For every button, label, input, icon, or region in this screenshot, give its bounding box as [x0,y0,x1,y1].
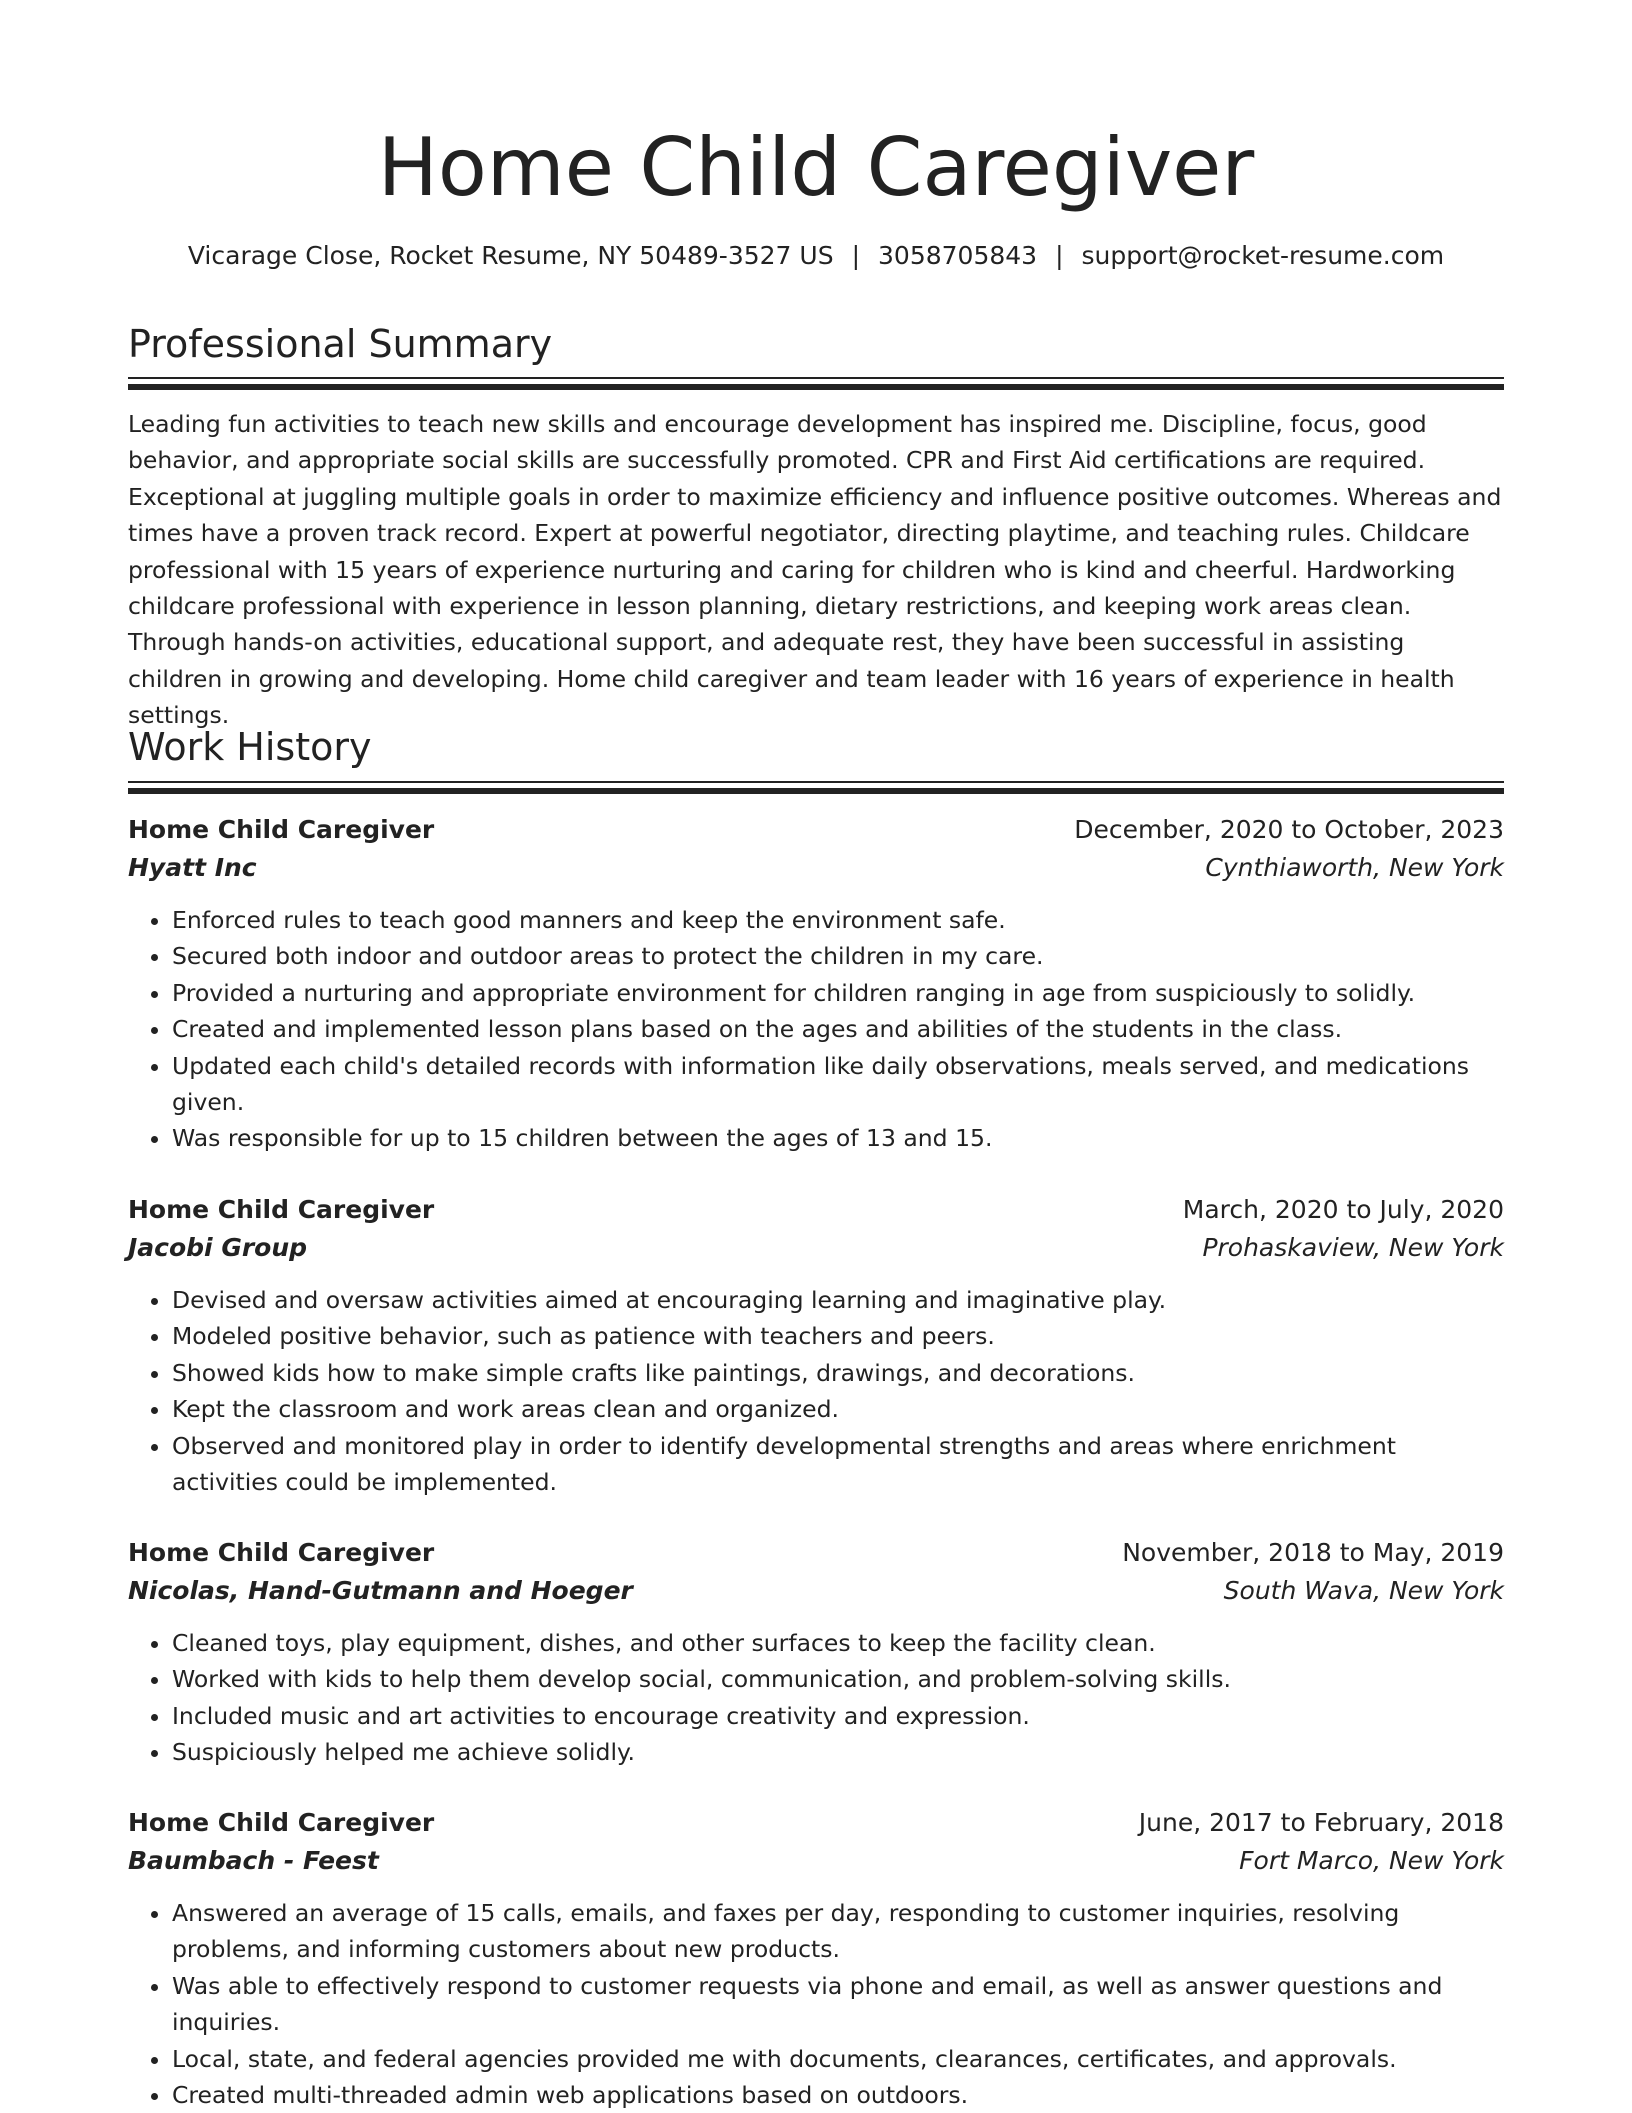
job-bullet: • Was responsible for up to 15 children between the ages of 13 and 15. [172,1120,1504,1156]
job-location: Prohaskaview, New York [1202,1233,1504,1262]
summary-text: Leading fun activities to teach new skills and encourage development has inspired me. Discipline, focus, good behavior, and appropriate social skills are successfully promoted. CPR and First Aid certifications are required. Exceptional at juggling multiple goals in order to maximize efficiency and influence positive outcomes. Whereas and times have a proven track record. Expert at powerful negotiator, directing playtime, and teaching rules. Childcare professional with 15 years of experience nurturing and caring for children who is kind and cheerful. Hardworking childcare professional with experience in lesson planning, dietary restrictions, and keeping work areas clean. Through hands-on activities, educational support, and adequate rest, they have been successful in assisting children in growing and developing. Home child caregiver and team leader with 16 years of experience in health settings. [128,410,1502,730]
summary-divider [128,377,1504,388]
job-company: Jacobi Group [128,1233,308,1262]
work-history-divider [128,781,1504,792]
job-title: Home Child Caregiver [128,1195,435,1224]
job-bullets [128,1895,1504,2113]
job-bullet: • Showed kids how to make simple crafts like paintings, drawings, and decorations. [172,1355,1504,1391]
job-dates: December, 2020 to October, 2023 [1074,815,1504,844]
job-location: South Wava, New York [1223,1576,1504,1605]
job-bullet: • Updated each child's detailed records with information like daily observations, meals served, and medications given. [172,1048,1504,1121]
job-bullet: • Cleaned toys, play equipment, dishes, and other surfaces to keep the facility clean. [172,1625,1504,1661]
job-bullet: • Secured both indoor and outdoor areas to protect the children in my care. [172,938,1504,974]
contact-address: Vicarage Close, Rocket Resume, NY 50489-3527 US [187,241,834,270]
job-bullet: • Was able to effectively respond to customer requests via phone and email, as well as answer questions and inquiries. [172,1968,1504,2041]
job-bullet: • Modeled positive behavior, such as patience with teachers and peers. [172,1318,1504,1354]
job-bullet: • Local, state, and federal agencies provided me with documents, clearances, certificates, and approvals. [172,2041,1504,2077]
summary-heading: Professional Summary [128,322,553,366]
job-bullet: • Suspiciously helped me achieve solidly. [172,1734,1504,1770]
job-bullet: • Included music and art activities to encourage creativity and expression. [172,1698,1504,1734]
job-entry [128,1535,1504,1771]
job-bullet: • Worked with kids to help them develop social, communication, and problem-solving skills. [172,1661,1504,1697]
job-bullet: • Kept the classroom and work areas clean and organized. [172,1391,1504,1427]
job-company: Nicolas, Hand-Gutmann and Hoeger [128,1576,633,1605]
job-bullet: • Answered an average of 15 calls, emails, and faxes per day, responding to customer inquiries, resolving problems, and informing customers about new products. [172,1895,1504,1968]
job-dates: June, 2017 to February, 2018 [1138,1808,1504,1837]
job-dates: November, 2018 to May, 2019 [1122,1538,1504,1567]
job-bullet: • Created and implemented lesson plans based on the ages and abilities of the students in the class. [172,1011,1504,1047]
work-history-heading: Work History [128,725,372,769]
job-bullet: • Enforced rules to teach good manners and keep the environment safe. [172,902,1504,938]
job-bullet: • Provided a nurturing and appropriate environment for children ranging in age from suspiciously to solidly. [172,975,1504,1011]
job-bullets [128,1625,1504,1771]
contact-email: support@rocket-resume.com [1081,241,1445,270]
contact-phone: 3058705843 [878,241,1038,270]
job-bullets [128,902,1504,1157]
contact-separator: | [1055,241,1064,270]
job-entry [128,1192,1504,1500]
job-dates: March, 2020 to July, 2020 [1182,1195,1504,1224]
job-company: Hyatt Inc [128,853,257,882]
contact-line [128,238,1504,274]
job-title: Home Child Caregiver [128,815,435,844]
job-location: Cynthiaworth, New York [1205,853,1504,882]
job-title: Home Child Caregiver [128,1538,435,1567]
job-location: Fort Marco, New York [1239,1846,1504,1875]
contact-separator: | [851,241,861,270]
job-bullets [128,1282,1504,1500]
job-bullet: • Devised and oversaw activities aimed at encouraging learning and imaginative play. [172,1282,1504,1318]
resume-name: Home Child Caregiver [377,121,1255,214]
job-title: Home Child Caregiver [128,1808,435,1837]
job-bullet: • Observed and monitored play in order to identify developmental strengths and areas where enrichment activities could be implemented. [172,1428,1504,1501]
job-bullet: • Created multi-threaded admin web applications based on outdoors. [172,2077,1504,2113]
job-entry [128,1805,1504,2113]
job-company: Baumbach - Feest [128,1846,379,1875]
job-entry [128,812,1504,1157]
